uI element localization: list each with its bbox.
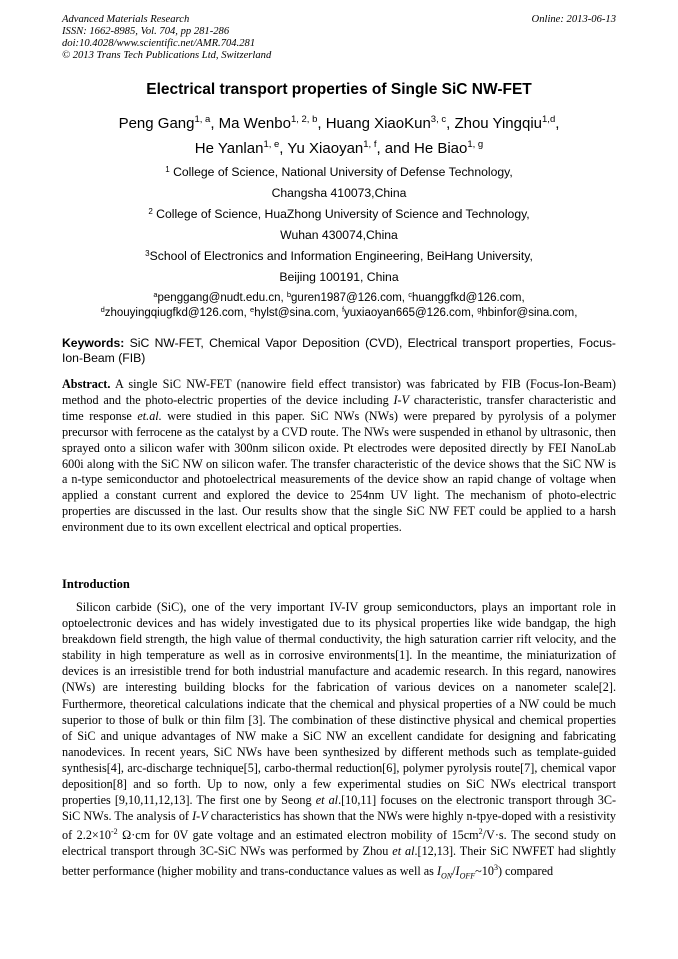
body-italic: I: [455, 863, 460, 878]
keywords-label: Keywords:: [62, 336, 125, 350]
body-text: characteristics has shown that the NWs were highly n-tpye-doped with a resistivity of 2.2×10: [62, 809, 616, 843]
affiliation-1-city: Changsha 410073,China: [271, 186, 407, 200]
online-date: Online: 2013-06-13: [531, 14, 616, 25]
issn-line: ISSN: 1662-8985, Vol. 704, pp 281-286: [62, 26, 230, 37]
email-link[interactable]: yuxiaoyan665@126.com,: [344, 307, 478, 319]
email-sup: c: [408, 290, 412, 299]
email-sup: a: [153, 290, 158, 299]
email-line-2: [0, 307, 678, 320]
body-sup: 3: [493, 862, 498, 872]
email-sup: f: [341, 305, 345, 314]
author-sup: 1, a: [194, 114, 211, 125]
affil-text: College of Science, National University of Defense Technology,: [169, 165, 513, 179]
body-text: .[12,13]. Their SiC NWFET had slightly better performance (higher mobility and trans-conductance values as well as: [62, 844, 617, 878]
affiliation-2: [0, 207, 678, 221]
author-sup: 1,d: [542, 114, 556, 125]
email-link[interactable]: penggang@nudt.edu.cn,: [157, 292, 287, 304]
affiliation-3-city: Beijing 100191, China: [279, 270, 399, 284]
author-line-1: [0, 115, 678, 133]
author-name: , Huang XiaoKun: [317, 115, 431, 132]
author-name: , Zhou Yingqiu: [446, 115, 543, 132]
author-sup: 1, f: [363, 139, 377, 150]
body-italic: et al: [315, 793, 339, 808]
author-sup: 1, g: [467, 139, 484, 150]
keywords-text: SiC NW-FET, Chemical Vapor Deposition (CVD), Electrical transport properties, Focus-Ion-Beam (FIB): [62, 336, 616, 365]
body-text: Silicon carbide (SiC), one of the very important IV-IV group semiconductors, plays an important role in optoelectronic devices and has widely investigated due to its physical properties like wide bandgap, the high breakdown field strength, the high value of thermal conductivity, the high saturation carrier rift velocity, and the stability in high temperature as well as in corrosive environments[1]. In the meantime, the miniaturization of devices is an irresistible trend for both industrial manufacture and academic research. In this regard, nanowires (NWs) are interesting building blocks for the fabrication of various devices on a nanometer scale[2]. Furthermore, theoretical calculations indicate that the chemical and physical properties of a NW could be much superior to those of bulk or thin film [3]. The combination of these distinctive physical and chemical properties of SiC and unique advantages of NW make a SiC NW an excellent candidate for designing and fabricating nanodevices. In recent years, SiC NWs have been synthesized by different methods such as template-guided synthesis[4], arc-discharge technique[5], carbo-thermal reduction[6], polymer pyrolysis route[7], chemical vapor deposition[8] and so forth. Up to now, only a few experimental studies on SiC NWs electrical transport properties [9,10,11,12,13]. The first one by Seong: [62, 600, 616, 808]
body-italic: I-V: [192, 809, 208, 824]
author-name: Peng Gang: [118, 115, 195, 132]
abstract-italic: I-V: [393, 392, 410, 407]
journal-name: Advanced Materials Research: [62, 14, 190, 25]
keywords: [62, 336, 616, 366]
body-italic: I: [436, 863, 442, 878]
author-sup: 1, e: [263, 139, 280, 150]
abstract-text: characteristic, transfer characteristic and time response: [62, 392, 616, 423]
affiliation-3: [0, 249, 678, 263]
author-name: , and He Biao: [376, 140, 468, 157]
doi-line: doi:10.4028/www.scientific.net/AMR.704.281: [62, 38, 256, 49]
email-link[interactable]: hylst@sina.com,: [254, 307, 342, 319]
body-text: ) compared: [497, 863, 554, 878]
author-name: He Yanlan: [194, 140, 264, 157]
email-sup: e: [250, 305, 255, 314]
abstract-italic: et.al.: [137, 408, 162, 423]
copyright-line: © 2013 Trans Tech Publications Ltd, Switzerland: [62, 50, 272, 61]
email-sup: g: [477, 305, 482, 314]
affil-sup: 1: [165, 165, 170, 174]
author-sup: 3, c: [430, 114, 447, 125]
body-sub: ON: [441, 871, 453, 881]
author-name: , Ma Wenbo: [210, 115, 291, 132]
paper-title: Electrical transport properties of Single SiC NW-FET: [146, 81, 532, 98]
email-link[interactable]: huanggfkd@126.com,: [411, 292, 525, 304]
affil-text: College of Science, HuaZhong University of Science and Technology,: [152, 207, 530, 221]
email-link[interactable]: zhouyingqiugfkd@126.com,: [104, 307, 251, 319]
abstract-text: were studied in this paper. SiC NWs (NWs) were prepared by pyrolysis of a polymer precursor with ferrocene as the catalyst by a CVD route. The NWs were suspended in ethanol by ultrasonic, then sprayed onto a silicon wafer with 300nm silicon oxide. Pt electrodes were deposited directly by FEI NanoLab 600i along with the SiC NW on silicon wafer. The transfer characteristic of the device shows that the SiC NW is a n-type semiconductor and photoelectrical measurements of the device show an rapid change of voltage when applied a constant current and explored the device to 254nm UV light. The mechanism of photo-electric properties are discussed in the last. Our results show that the single SiC NW FET could be applied to a harsh environment due to its own excellent electrical and optical properties.: [62, 408, 616, 535]
body-text: /: [452, 863, 456, 878]
body-sub: OFF: [459, 871, 476, 881]
body-italic: et al: [392, 844, 415, 859]
body-text: /V·s. The second study on electrical transport through 3C-SiC NWs was performed by Zhou: [62, 828, 616, 859]
body-text: Ω·cm for 0V gate voltage and an estimated electron mobility of 15cm: [117, 828, 479, 843]
abstract-text: A single SiC NW-FET (nanowire field effect transistor) was fabricated by FIB (Focus-Ion-Beam) method and the photo-electric properties of the device including: [62, 377, 616, 407]
body-text: .[10,11] focuses on the electronic transport through 3C-SiC NWs. The analysis of: [62, 793, 617, 824]
email-link[interactable]: hbinfor@sina.com,: [481, 307, 578, 319]
journal-header: [62, 14, 271, 62]
abstract: [62, 377, 616, 536]
author-sup: 1, 2, b: [290, 114, 318, 125]
email-sup: b: [286, 290, 292, 299]
abstract-label: Abstract.: [62, 377, 111, 391]
affil-sup: 2: [148, 207, 153, 216]
body-sup: -2: [110, 827, 118, 837]
affiliation-1: [0, 165, 678, 179]
email-line-1: [0, 292, 678, 305]
email-link[interactable]: guren1987@126.com,: [291, 292, 409, 304]
introduction-heading: Introduction: [62, 577, 130, 591]
affil-text: School of Electronics and Information Engineering, BeiHang University,: [149, 249, 533, 263]
introduction-paragraph: [62, 599, 616, 884]
body-sup: 2: [478, 827, 483, 837]
author-sep: ,: [555, 115, 560, 132]
author-line-2: [0, 140, 678, 158]
affil-sup: 3: [145, 249, 150, 258]
email-sup: d: [100, 305, 105, 314]
affiliation-2-city: Wuhan 430074,China: [280, 228, 398, 242]
author-name: , Yu Xiaoyan: [279, 140, 364, 157]
body-text: ~10: [475, 863, 494, 878]
